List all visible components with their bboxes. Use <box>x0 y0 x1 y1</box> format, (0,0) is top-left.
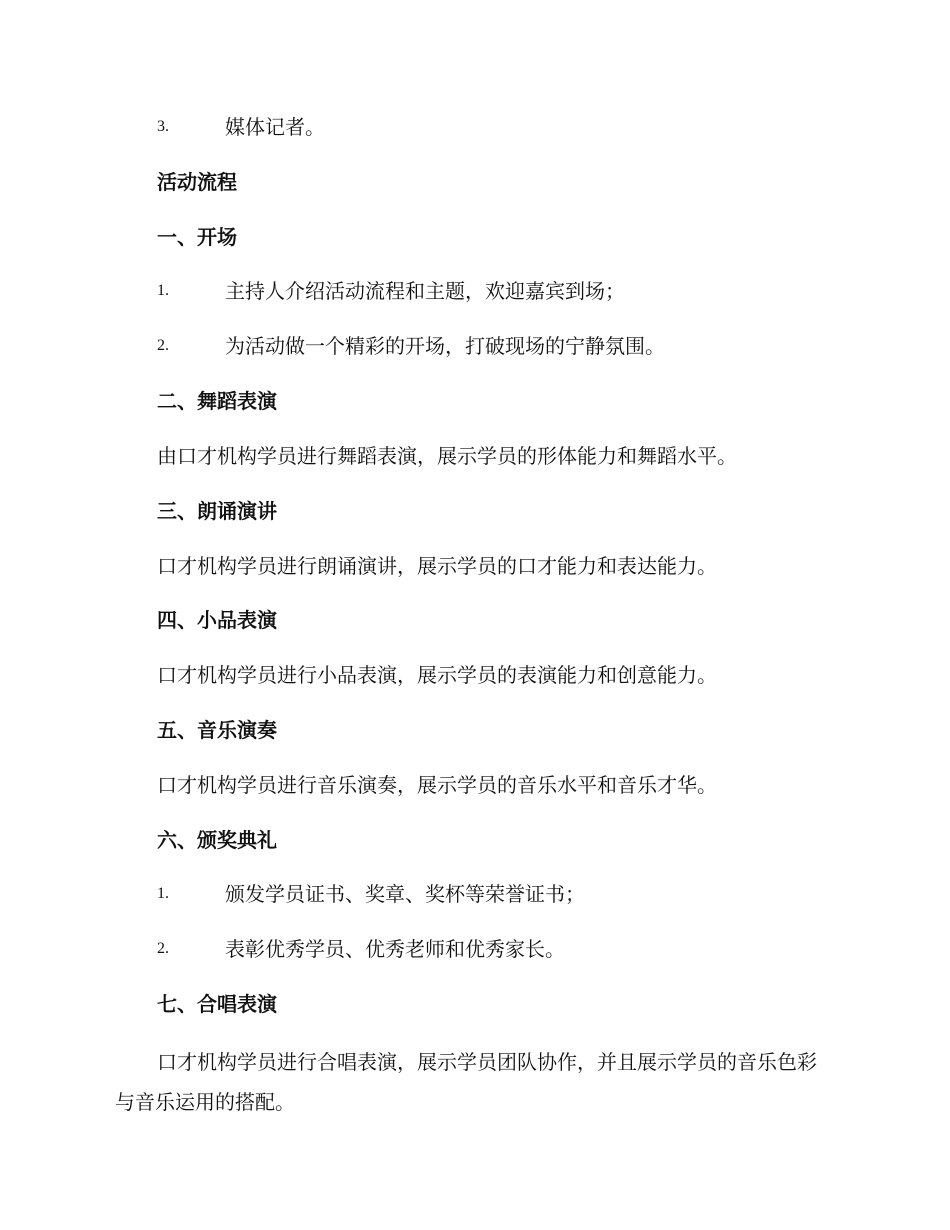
section-heading: 四、小品表演 <box>157 608 277 632</box>
list-item-number: 1. <box>157 885 169 902</box>
section-heading: 二、舞蹈表演 <box>157 389 277 413</box>
list-item-text: 主持人介绍活动流程和主题，欢迎嘉宾到场； <box>225 279 625 303</box>
section-heading: 三、朗诵演讲 <box>157 499 277 523</box>
list-item-number: 3. <box>157 118 169 135</box>
list-item-number: 2. <box>157 337 169 354</box>
list-item-text: 颁发学员证书、奖章、奖杯等荣誉证书； <box>225 882 585 906</box>
section-body: 口才机构学员进行朗诵演讲，展示学员的口才能力和表达能力。 <box>157 554 717 578</box>
section-heading: 一、开场 <box>157 225 237 249</box>
section-body: 口才机构学员进行小品表演，展示学员的表演能力和创意能力。 <box>157 663 717 687</box>
list-item-number: 1. <box>157 282 169 299</box>
section-heading: 五、音乐演奏 <box>157 718 277 742</box>
list-item-text: 媒体记者。 <box>225 115 325 139</box>
section-body: 口才机构学员进行音乐演奏，展示学员的音乐水平和音乐才华。 <box>157 773 717 797</box>
section-body: 由口才机构学员进行舞蹈表演，展示学员的形体能力和舞蹈水平。 <box>157 444 737 468</box>
section-heading: 六、颁奖典礼 <box>157 828 277 852</box>
list-item-number: 2. <box>157 940 169 957</box>
section-body: 口才机构学员进行合唱表演，展示学员团队协作，并且展示学员的音乐色彩与音乐运用的搭配。 <box>115 1050 817 1114</box>
list-item-text: 表彰优秀学员、优秀老师和优秀家长。 <box>225 937 565 961</box>
section-title: 活动流程 <box>157 170 237 194</box>
section-heading: 七、合唱表演 <box>157 992 277 1016</box>
list-item-text: 为活动做一个精彩的开场，打破现场的宁静氛围。 <box>225 334 665 358</box>
